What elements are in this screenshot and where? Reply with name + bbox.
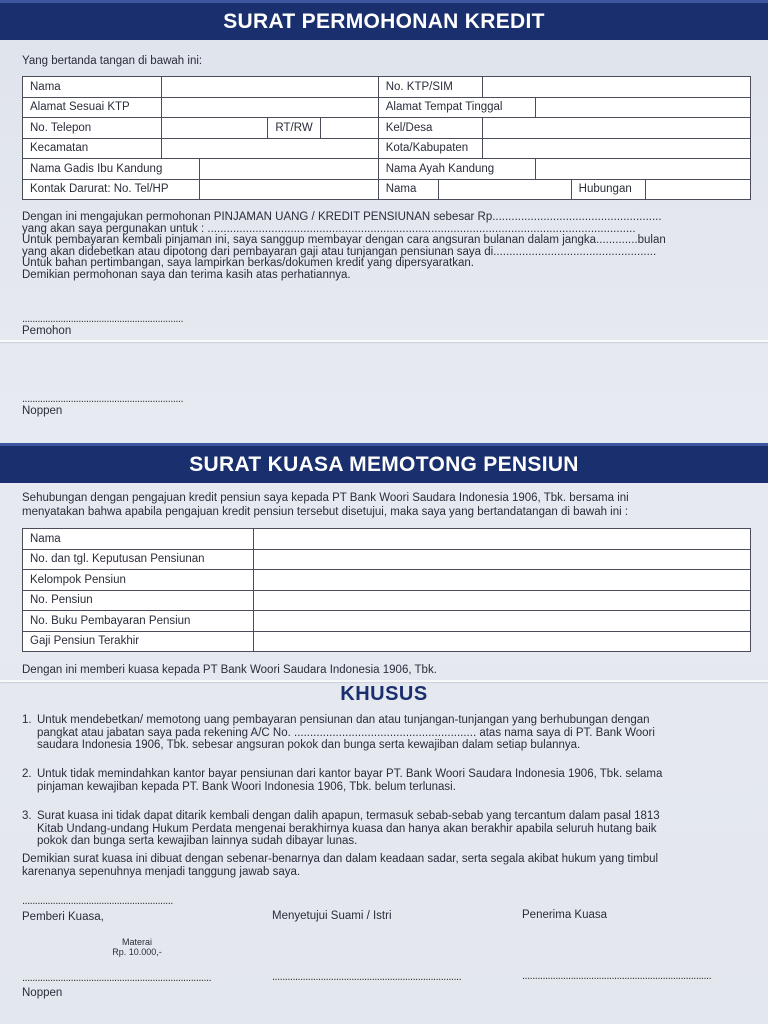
input-gaji[interactable] [253, 631, 750, 652]
item-number: 2. [22, 768, 32, 780]
label-pension-nama: Nama [23, 529, 254, 550]
fold-line [0, 340, 768, 342]
list-item [22, 768, 662, 793]
materai-label: Materai [121, 937, 152, 947]
input-kelompok[interactable] [253, 570, 750, 591]
pemberi-top-line: ........................................................... [22, 895, 173, 907]
kuasa-title [0, 443, 768, 483]
list-item [22, 810, 660, 848]
label-buku: No. Buku Pembayaran Pensiun [23, 611, 254, 632]
item-line: Surat kuasa ini tidak dapat ditarik kembali dengan dalih apapun, termasuk sebab-sebab yang tercantum dalam pasal 1813 [37, 810, 660, 822]
input-ayah[interactable] [536, 159, 751, 180]
input-nama[interactable] [161, 77, 378, 98]
input-ibu[interactable] [199, 159, 378, 180]
penerima-signature-line[interactable]: .......................................................................... [522, 970, 712, 982]
intro-line: Sehubungan dengan pengajuan kredit pensiun saya kepada PT Bank Woori Saudara Indonesia 1906, Tbk. bersama ini [22, 492, 629, 504]
suami-istri-label: Menyetujui Suami / Istri [272, 910, 392, 922]
label-no-pensiun: No. Pensiun [23, 590, 254, 611]
label-darurat: Kontak Darurat: No. Tel/HP [23, 179, 200, 200]
penerima-kuasa-label: Penerima Kuasa [522, 909, 608, 921]
kuasa-intro [22, 491, 629, 519]
input-alamat-tinggal[interactable] [536, 97, 751, 118]
input-ktp[interactable] [482, 77, 750, 98]
input-keputusan[interactable] [253, 549, 750, 570]
input-alamat-ktp[interactable] [161, 97, 378, 118]
item-line: Untuk tidak memindahkan kantor bayar pensiunan dari kantor bayar PT. Bank Woori Saudara Indonesia 1906, Tbk. selama [37, 768, 663, 780]
closing-line: Demikian surat kuasa ini dibuat dengan sebenar-benarnya dan dalam keadaan sadar, serta segala akibat hukum yang timbul [22, 853, 659, 865]
label-nama-darurat: Nama [378, 179, 438, 200]
kuasa-statement: Dengan ini memberi kuasa kepada PT Bank Woori Saudara Indonesia 1906, Tbk. [22, 664, 437, 676]
label-gaji: Gaji Pensiun Terakhir [23, 631, 254, 652]
closing-line: karenanya sepenuhnya menjadi tanggung jawab saya. [22, 866, 301, 878]
item-number: 3. [22, 810, 32, 822]
input-pension-nama[interactable] [253, 529, 750, 550]
list-item [22, 714, 655, 752]
pemohon-label: Pemohon [22, 325, 72, 337]
label-keputusan: No. dan tgl. Keputusan Pensiunan [23, 549, 254, 570]
noppen-label: Noppen [22, 405, 63, 417]
label-kota: Kota/Kabupaten [378, 138, 482, 159]
item-line: pinjaman kewajiban kepada PT. Bank Woori Indonesia 1906, Tbk. belum terlunasi. [37, 780, 456, 793]
intro-line: menyatakan bahwa apabila pengajuan kredit pensiun tersebut disetujui, maka saya yang bertandatangan di bawah ini : [22, 506, 629, 518]
noppen-signature-line[interactable]: ............................................................... [22, 393, 184, 405]
fold-line [0, 680, 768, 682]
paragraph-line: Dengan ini mengajukan permohonan PINJAMAN UANG / KREDIT PENSIUNAN sebesar Rp..................................................... [22, 211, 662, 223]
label-ayah: Nama Ayah Kandung [378, 159, 536, 180]
kuasa-title-text: SURAT KUASA MEMOTONG PENSIUN [189, 452, 579, 476]
item-line: pokok dan bunga serta kewajiban lainnya sudah dibayar lunas. [37, 835, 358, 847]
input-kota[interactable] [482, 138, 750, 159]
applicant-form-table [22, 76, 751, 200]
label-ibu: Nama Gadis Ibu Kandung [23, 159, 200, 180]
paragraph-line: Untuk pembayaran kembali pinjaman ini, saya sanggup membayar dengan cara angsuran bulanan dalam jangka.............bulan [22, 234, 666, 246]
item-number: 1. [22, 714, 32, 726]
label-alamat-tinggal: Alamat Tempat Tinggal [378, 97, 536, 118]
materai-stamp-area [102, 937, 172, 957]
pemberi-signature-line[interactable]: .......................................................................... [22, 972, 212, 984]
input-hubungan[interactable] [645, 179, 750, 200]
closing-paragraph [22, 853, 658, 879]
label-nama: Nama [23, 77, 162, 98]
label-kelompok: Kelompok Pensiun [23, 570, 254, 591]
suami-signature-line[interactable]: .......................................................................... [272, 971, 462, 983]
item-line: pangkat atau jabatan saya pada rekening A/C No. ......................................................... atas nama saya di PT. Bank Woori [37, 726, 655, 739]
label-hubungan: Hubungan [571, 179, 645, 200]
input-telepon[interactable] [161, 118, 268, 139]
paragraph-line: Demikian permohonan saya dan terima kasih atas perhatiannya. [22, 268, 351, 281]
input-kecamatan[interactable] [161, 138, 378, 159]
input-buku[interactable] [253, 611, 750, 632]
pemohon-signature-line[interactable]: ............................................................... [22, 313, 184, 325]
paragraph-line: Untuk bahan pertimbangan, saya lampirkan berkas/dokumen kredit yang dipersyaratkan. [22, 257, 474, 269]
item-line: Untuk mendebetkan/ memotong uang pembayaran pensiunan dan atau tunjangan-tunjangan yang berhubungan dengan [37, 714, 650, 726]
label-alamat-ktp: Alamat Sesuai KTP [23, 97, 162, 118]
khusus-heading: KHUSUS [340, 683, 428, 705]
input-rtrw[interactable] [320, 118, 378, 139]
pemberi-kuasa-label: Pemberi Kuasa, [22, 911, 104, 923]
pension-form-table [22, 528, 751, 652]
materai-value: Rp. 10.000,- [112, 947, 162, 957]
noppen-label-2: Noppen [22, 987, 63, 999]
input-darurat[interactable] [199, 179, 378, 200]
item-line: Kitab Undang-undang Hukum Perdata mengenai berakhirnya kuasa dan hanya akan berakhir apabila seluruh hutang baik [37, 822, 657, 835]
permohonan-kredit-title-text: SURAT PERMOHONAN KREDIT [223, 9, 545, 33]
label-rtrw: RT/RW [268, 118, 320, 139]
item-line: saudara Indonesia 1906, Tbk. sebesar angsuran pokok dan bunga serta kewajiban dalam setiap bulannya. [37, 739, 581, 751]
label-ktp: No. KTP/SIM [378, 77, 482, 98]
permohonan-kredit-title [0, 0, 768, 40]
label-telepon: No. Telepon [23, 118, 162, 139]
paragraph-line: yang akan saya pergunakan untuk : ...................................................................................................................................... [22, 222, 636, 235]
label-keldesa: Kel/Desa [378, 118, 482, 139]
input-no-pensiun[interactable] [253, 590, 750, 611]
application-paragraph [22, 212, 666, 281]
input-nama-darurat[interactable] [438, 179, 571, 200]
label-kecamatan: Kecamatan [23, 138, 162, 159]
input-keldesa[interactable] [482, 118, 750, 139]
paragraph-line: yang akan didebetkan atau dipotong dari pembayaran gaji atau tunjangan pensiunan saya di................................................... [22, 245, 657, 258]
intro-text: Yang bertanda tangan di bawah ini: [22, 55, 203, 67]
